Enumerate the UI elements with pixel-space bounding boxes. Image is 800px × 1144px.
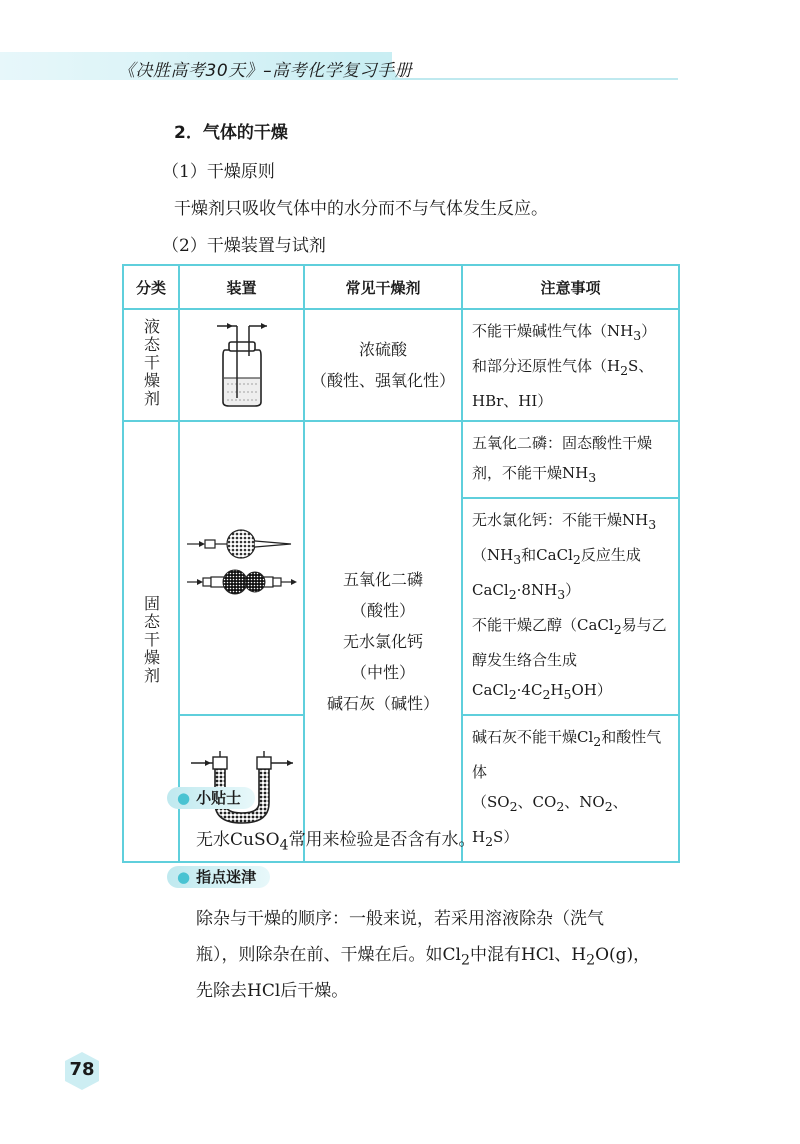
bullet-dot-icon: ● [177, 789, 191, 807]
drying-agent-p2o5: 五氧化二磷 [342, 570, 423, 589]
note-text: 、H [472, 793, 628, 846]
note-text: 反应生成CaCl [472, 546, 641, 599]
drying-agent-p2o5-props: （酸性） [350, 601, 415, 620]
subscript: 2 [542, 687, 551, 702]
note-text: OH） [571, 681, 612, 699]
page-number: 78 [69, 1059, 95, 1080]
note-text: ·8NH [516, 581, 558, 599]
tip-label-text: 小贴士 [196, 789, 242, 807]
subscript: 2 [572, 552, 581, 567]
subscript: 2 [508, 587, 517, 602]
category-liquid: 液态干燥剂 [141, 318, 161, 408]
tip-label-small-tips [167, 787, 255, 809]
header-category: 分类 [123, 265, 179, 309]
subscript: 2 [586, 952, 596, 969]
tip-label-guidance [167, 866, 270, 888]
note-text: 无水氯化钙：不能干燥NH [472, 511, 649, 529]
book-title: 《决胜高考30天》–高考化学复习手册 [118, 61, 413, 81]
note-text: 和CaCl [521, 546, 573, 564]
principle-text: 干燥剂只吸收气体中的水分而不与气体发生反应。 [174, 199, 548, 219]
drying-agent-soda-lime: 碱石灰（碱性） [326, 694, 439, 713]
subheading-apparatus: （2）干燥装置与试剂 [162, 236, 326, 256]
apparatus-bottle-cell [179, 309, 304, 421]
drying-agent-solid-cell [304, 421, 462, 862]
header-drying-agent: 常见干燥剂 [304, 265, 462, 309]
note-text: 碱石灰不能干燥Cl [472, 728, 594, 746]
note-text: S、HBr、HI） [472, 357, 654, 410]
note-liquid [462, 309, 679, 421]
tip2-line1: 除杂与干燥的顺序：一般来说，若采用溶液除杂（洗气 [196, 909, 604, 929]
tip2-line3: 先除去HCl后干燥。 [196, 981, 349, 1001]
note-text: H [550, 681, 564, 699]
tip-text: 中混有HCl、H [469, 945, 587, 965]
subscript: 3 [557, 587, 566, 602]
tip-label-text: 指点迷津 [196, 868, 257, 886]
tip-text: 瓶），则除杂在前、干燥在后。如Cl [196, 945, 461, 965]
tip-text: O(g)， [595, 945, 651, 965]
note-soda-lime [462, 715, 679, 862]
section-title: 2．气体的干燥 [174, 123, 288, 143]
subscript: 2 [620, 363, 629, 378]
table-row-liquid [123, 309, 679, 421]
subscript: 3 [513, 552, 522, 567]
drying-agent-cacl2-props: （中性） [350, 663, 415, 682]
subscript: 2 [509, 799, 518, 814]
header-rule [392, 78, 678, 80]
drying-table [122, 264, 680, 863]
note-text: 不能干燥乙醇（CaCl [472, 616, 614, 634]
subscript: 3 [648, 517, 657, 532]
note-text: 、CO [517, 793, 557, 811]
tip2-line2 [196, 940, 650, 968]
note-text: ） [565, 581, 581, 599]
note-text: 不能干燥碱性气体（NH [472, 322, 634, 340]
header-apparatus: 装置 [179, 265, 304, 309]
note-text: 五氧化二磷：固态酸性干燥剂，不能干燥NH [472, 434, 653, 482]
subscript: 2 [460, 952, 470, 969]
gas-washing-bottle-icon [207, 318, 277, 408]
note-text: 易与乙醇发生络合生成CaCl [472, 616, 667, 699]
subscript: 2 [508, 687, 517, 702]
note-text: ·4C [516, 681, 543, 699]
note-text: （SO [472, 793, 510, 811]
subscript: 2 [556, 799, 565, 814]
note-text: （NH [472, 546, 514, 564]
note-text: 和酸性气体 [472, 728, 662, 781]
table-row-solid-1 [123, 421, 679, 498]
note-text: ）和部分还原性气体（H [472, 322, 657, 375]
subscript: 2 [485, 834, 494, 849]
note-text: S） [493, 828, 519, 846]
subscript: 4 [279, 837, 289, 854]
drying-tube-icon [187, 524, 297, 608]
drying-agent-sulfuric-acid: 浓硫酸 [358, 340, 407, 359]
tip-text: 无水CuSO [196, 830, 280, 850]
subscript: 3 [588, 470, 597, 485]
subscript: 2 [593, 734, 602, 749]
category-liquid-cell [123, 309, 179, 421]
header-notes: 注意事项 [462, 265, 679, 309]
subheading-principle: （1）干燥原则 [162, 162, 275, 182]
drying-agent-sulfuric-acid-props: （酸性、强氧化性） [310, 371, 455, 390]
apparatus-tube-cell [179, 421, 304, 715]
subscript: 2 [613, 622, 622, 637]
tip1-text [196, 825, 476, 853]
drying-agent-cacl2: 无水氯化钙 [342, 632, 423, 651]
subscript: 2 [604, 799, 613, 814]
bullet-dot-icon: ● [177, 868, 191, 886]
tip-text: 常用来检验是否含有水。 [288, 830, 476, 850]
drying-agent-liquid-cell [304, 309, 462, 421]
category-solid: 固态干燥剂 [141, 594, 161, 685]
note-cacl2 [462, 498, 679, 715]
subscript: 3 [633, 328, 642, 343]
subscript: 5 [563, 687, 572, 702]
note-text: 、NO [564, 793, 605, 811]
note-p2o5 [462, 421, 679, 498]
table-header-row [123, 265, 679, 309]
